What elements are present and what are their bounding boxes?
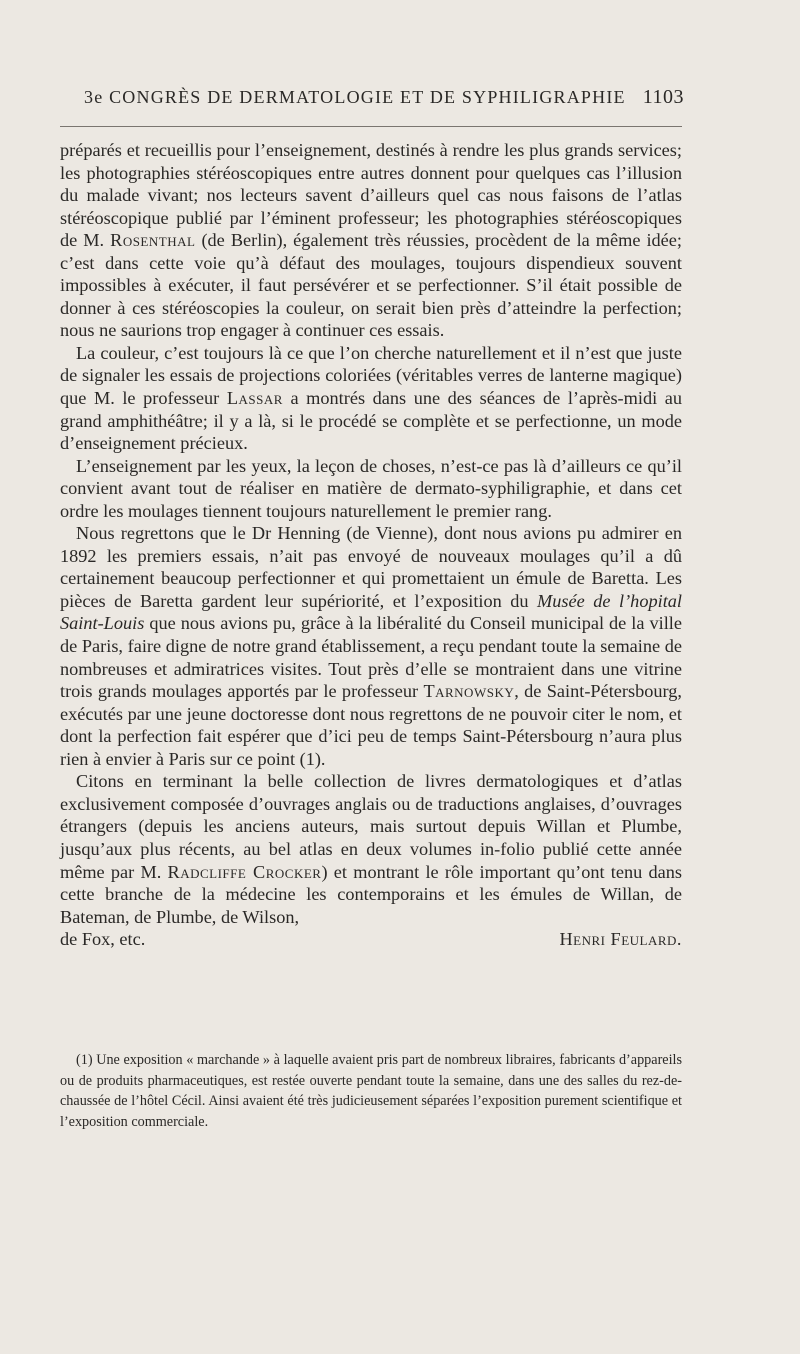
author-name-crocker: Radcliffe Crocker: [167, 861, 322, 882]
paragraph-4-text-a: Nous regrettons que le Dr Henning (de Vienne), dont nous avions pu admirer en 1892 les premiers essais, n’ait pas envoyé de nouveaux moulages qu’il a dû certainement beaucoup perfectionner et qui promettaient un émule de Baretta. Les pièces de Baretta gardent leur supériorité, et l’exposition du: [60, 523, 682, 611]
running-header: [84, 86, 684, 109]
footnote-text: (1) Une exposition « marchande » à laquelle avaient pris part de nombreux libraires, fabricants d’appareils ou de produits pharmaceutiques, est restée ouverte pendant toute la semaine, dans une des salles du rez-de-chaussée de l’hôtel Cécil. Ainsi avaient été très judicieusement séparées l’exposition purement scientifique et l’exposition commerciale.: [60, 1052, 682, 1130]
paragraph-2-text-a: La couleur, c’est toujours là ce que l’on cherche naturellement et il n’est que juste de signaler les essais de projections coloriées (véritables verres de lanterne magique) que M. le professeur: [60, 342, 682, 409]
paragraph-4: [60, 522, 682, 770]
paragraph-5-end: de Fox, etc.: [60, 929, 146, 950]
running-title: 3e CONGRÈS DE DERMATOLOGIE ET DE SYPHILIGRAPHIE: [84, 87, 626, 107]
paragraph-1: [60, 139, 682, 342]
main-text: [60, 139, 682, 951]
paragraph-5-text-b: ) et montrant le rôle important qu’ont tenu dans cette branche de la médecine les contemporains et les émules de Willan, de Bateman, de Plumbe, de Wilson,: [60, 861, 682, 927]
footnote: [60, 1050, 682, 1132]
author-name-rosenthal: Rosenthal: [110, 230, 196, 251]
paragraph-4-text-b: que nous avions pu, grâce à la libéralité du Conseil municipal de la ville de Paris, faire digne de notre grand établissement, a reçu pendant toute la semaine de nombreuses et admiratrices visites. Tout près d’elle se montraient dans une vitrine trois grands moulages apportés par le professeur: [60, 613, 682, 702]
museum-name: Musée de l’hopital Saint-Louis: [60, 590, 682, 634]
author-name-tarnowsky: Tarnowsky: [423, 681, 515, 702]
paragraph-5-text-a: Citons en terminant la belle collection de livres dermatologiques et d’atlas exclusivement composée d’ouvrages anglais ou de traductions anglaises, d’ouvrages étrangers (depuis les anciens auteurs, mais surtout depuis Willan et Plumbe, jusqu’aux plus récents, au bel atlas en deux volumes in-folio publié cette année même par M.: [60, 771, 682, 882]
paragraph-2-text-b: a montrés dans une des séances de l’après-midi au grand amphithéâtre; il y a là, si le procédé se complète et se perfectionne, un mode d’enseignement précieux.: [60, 388, 682, 454]
page-number: 1103: [642, 86, 684, 108]
paragraph-4-text-c: , de Saint-Pétersbourg, exécutés par une jeune doctoresse dont nous regrettons de ne pouvoir citer le nom, et dont la perfection fait espérer que d’ici peu de temps Saint-Pétersbourg n’aura plus rien à envier à Paris sur ce point (1).: [60, 681, 682, 769]
closing-line: [60, 928, 682, 951]
paragraph-2: [60, 342, 682, 455]
paragraph-1-text-b: (de Berlin), également très réussies, procèdent de la même idée; c’est dans cette voie qu’à défaut des moulages, toujours dispendieux souvent impossibles à exécuter, il faut persévérer et se perfectionner. S’il était possible de donner à ces stéréoscopies la couleur, on serait bien près d’atteindre la perfection; nous ne saurions trop engager à continuer ces essais.: [60, 230, 682, 341]
header-rule: [60, 126, 682, 127]
paragraph-1-text-a: préparés et recueillis pour l’enseignement, destinés à rendre les plus grands services; les photographies stéréoscopiques entre autres donnent pour quelques cas l’illusion du malade vivant; nos lecteurs savent d’ailleurs quel cas nous faisons de l’atlas stéréoscopique publié par l’éminent professeur; les photographies stéréoscopiques de M.: [60, 140, 682, 251]
author-signature: Henri Feulard.: [559, 929, 682, 950]
paragraph-5: [60, 770, 682, 928]
author-name-lassar: Lassar: [226, 388, 283, 409]
paragraph-3: L’enseignement par les yeux, la leçon de choses, n’est-ce pas là d’ailleurs ce qu’il convient avant tout de réaliser en matière de dermato-syphiligraphie, et dans cet ordre les moulages tiennent toujours naturellement le premier rang.: [60, 455, 682, 521]
